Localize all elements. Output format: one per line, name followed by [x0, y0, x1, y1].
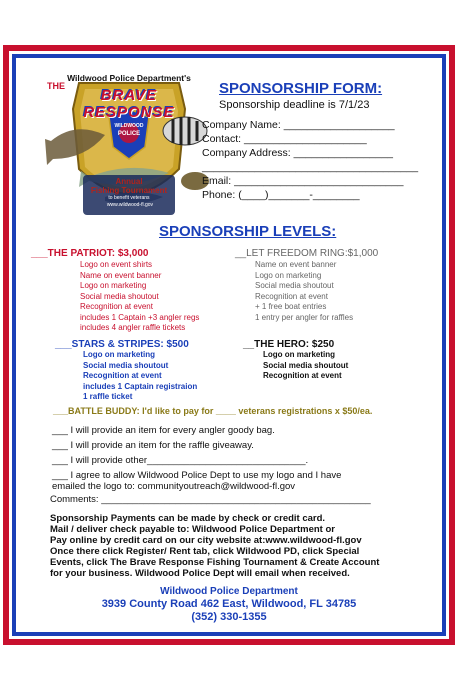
logo-brand: BRAVE RESPONSE: [83, 87, 175, 121]
list-item: Logo on marketing: [255, 270, 322, 280]
list-item: Name on event banner: [80, 270, 162, 280]
payment-line: Once there click Register/ Rent tab, click Wildwood PD, click Special: [50, 546, 360, 557]
tier-stars-heading: ___STARS & STRIPES: $500: [55, 339, 189, 350]
option-raffle-item[interactable]: ___ I will provide an item for the raffle giveaway.: [52, 440, 254, 451]
badge-top-text: WILDWOOD: [114, 123, 144, 129]
list-item: Logo on marketing: [263, 350, 335, 359]
option-goody-bag[interactable]: ___ I will provide an item for every angler goody bag.: [52, 425, 275, 436]
tier-patriot-heading: ___THE PATRIOT: $3,000: [31, 248, 149, 259]
list-item: Recognition at event: [80, 302, 153, 311]
payment-line: Pay online by credit card on our city website at:www.wildwood-fl.gov: [50, 535, 362, 546]
logo-tournament: Fishing Tournament: [90, 186, 168, 195]
contact-field[interactable]: Contact: _____________________: [202, 133, 367, 145]
tier-freedom-heading: __LET FREEDOM RING:$1,000: [235, 248, 379, 259]
badge-main-text: POLICE: [117, 131, 141, 137]
payment-line: for your business. Wildwood Police Dept will email when received.: [50, 568, 350, 579]
footer-org: Wildwood Police Department: [160, 586, 298, 597]
payment-instructions: [50, 513, 379, 579]
phone-field[interactable]: Phone: (____)_______-________: [202, 189, 360, 201]
list-item: Logo on marketing: [83, 350, 155, 359]
tier-battle-buddy[interactable]: ___BATTLE BUDDY: I'd like to pay for ____ veterans registrations x $50/ea.: [53, 406, 373, 416]
tier-patriot-list: [80, 260, 199, 334]
list-item: Social media shoutout: [80, 291, 159, 301]
tier-hero-heading: __THE HERO: $250: [243, 339, 335, 350]
sponsorship-sheet: [19, 61, 439, 629]
list-item: includes 4 angler raffle tickets: [80, 323, 186, 332]
option-logo-consent[interactable]: ___ I agree to allow Wildwood Police Dept to use my logo and I have: [52, 470, 342, 481]
list-item: includes 1 Captain +3 angler regs: [80, 312, 200, 322]
payment-line: Mail / deliver check payable to: Wildwood Police Department or: [50, 524, 335, 535]
list-item: Recognition at event: [255, 291, 328, 301]
logo-website: www.wildwood-fl.gov: [106, 202, 154, 208]
tournament-logo: [45, 69, 213, 219]
deadline-text: Sponsorship deadline is 7/1/23: [219, 99, 370, 111]
logo-title: Wildwood Police Department's: [67, 73, 191, 83]
footer-phone: (352) 330-1355: [191, 611, 267, 623]
list-item: Social media shoutout: [255, 281, 334, 290]
list-item: Logo on event shirts: [80, 260, 153, 269]
footer-address: 3939 County Road 462 East, Wildwood, FL 34785: [101, 598, 357, 610]
payment-line: Sponsorship Payments can be made by check or credit card.: [50, 513, 326, 524]
list-item: 1 entry per angler for raffles: [255, 312, 354, 322]
list-item: Social media shoutout: [263, 360, 349, 370]
list-item: Logo on marketing: [80, 281, 147, 290]
logo-the-text: THE: [47, 81, 65, 91]
company-name-field[interactable]: Company Name: ___________________: [202, 119, 395, 131]
company-address-field[interactable]: Company Address: _________________: [202, 147, 393, 159]
list-item: includes 1 Captain registraion: [83, 381, 198, 391]
tier-hero-list: [263, 350, 348, 382]
form-title: SPONSORSHIP FORM:: [219, 80, 383, 97]
email-field[interactable]: Email: _____________________________: [202, 175, 404, 187]
option-logo-email: emailed the logo to: communityoutreach@wildwood-fl.gov: [52, 481, 296, 492]
logo-annual: Annual: [115, 177, 143, 186]
comments-field[interactable]: Comments: ___________________________________________________: [50, 494, 371, 505]
payment-line: Events, click The Brave Response Fishing Tournament & Create Account: [50, 557, 380, 568]
list-item: + 1 free boat entries: [255, 302, 327, 311]
tier-stars-list: [83, 350, 197, 403]
list-item: Recognition at event: [263, 371, 342, 380]
list-item: 1 raffle ticket: [83, 392, 133, 401]
logo-benefit: to benefit veterans: [108, 195, 150, 201]
levels-title: SPONSORSHIP LEVELS:: [159, 223, 337, 240]
tier-freedom-list: [255, 260, 353, 323]
address-line-field[interactable]: _____________________________________: [202, 161, 419, 173]
list-item: Name on event banner: [255, 260, 337, 269]
option-other[interactable]: ___ I will provide other______________________________.: [52, 455, 309, 466]
list-item: Recognition at event: [83, 371, 162, 380]
list-item: Social media shoutout: [83, 360, 169, 370]
